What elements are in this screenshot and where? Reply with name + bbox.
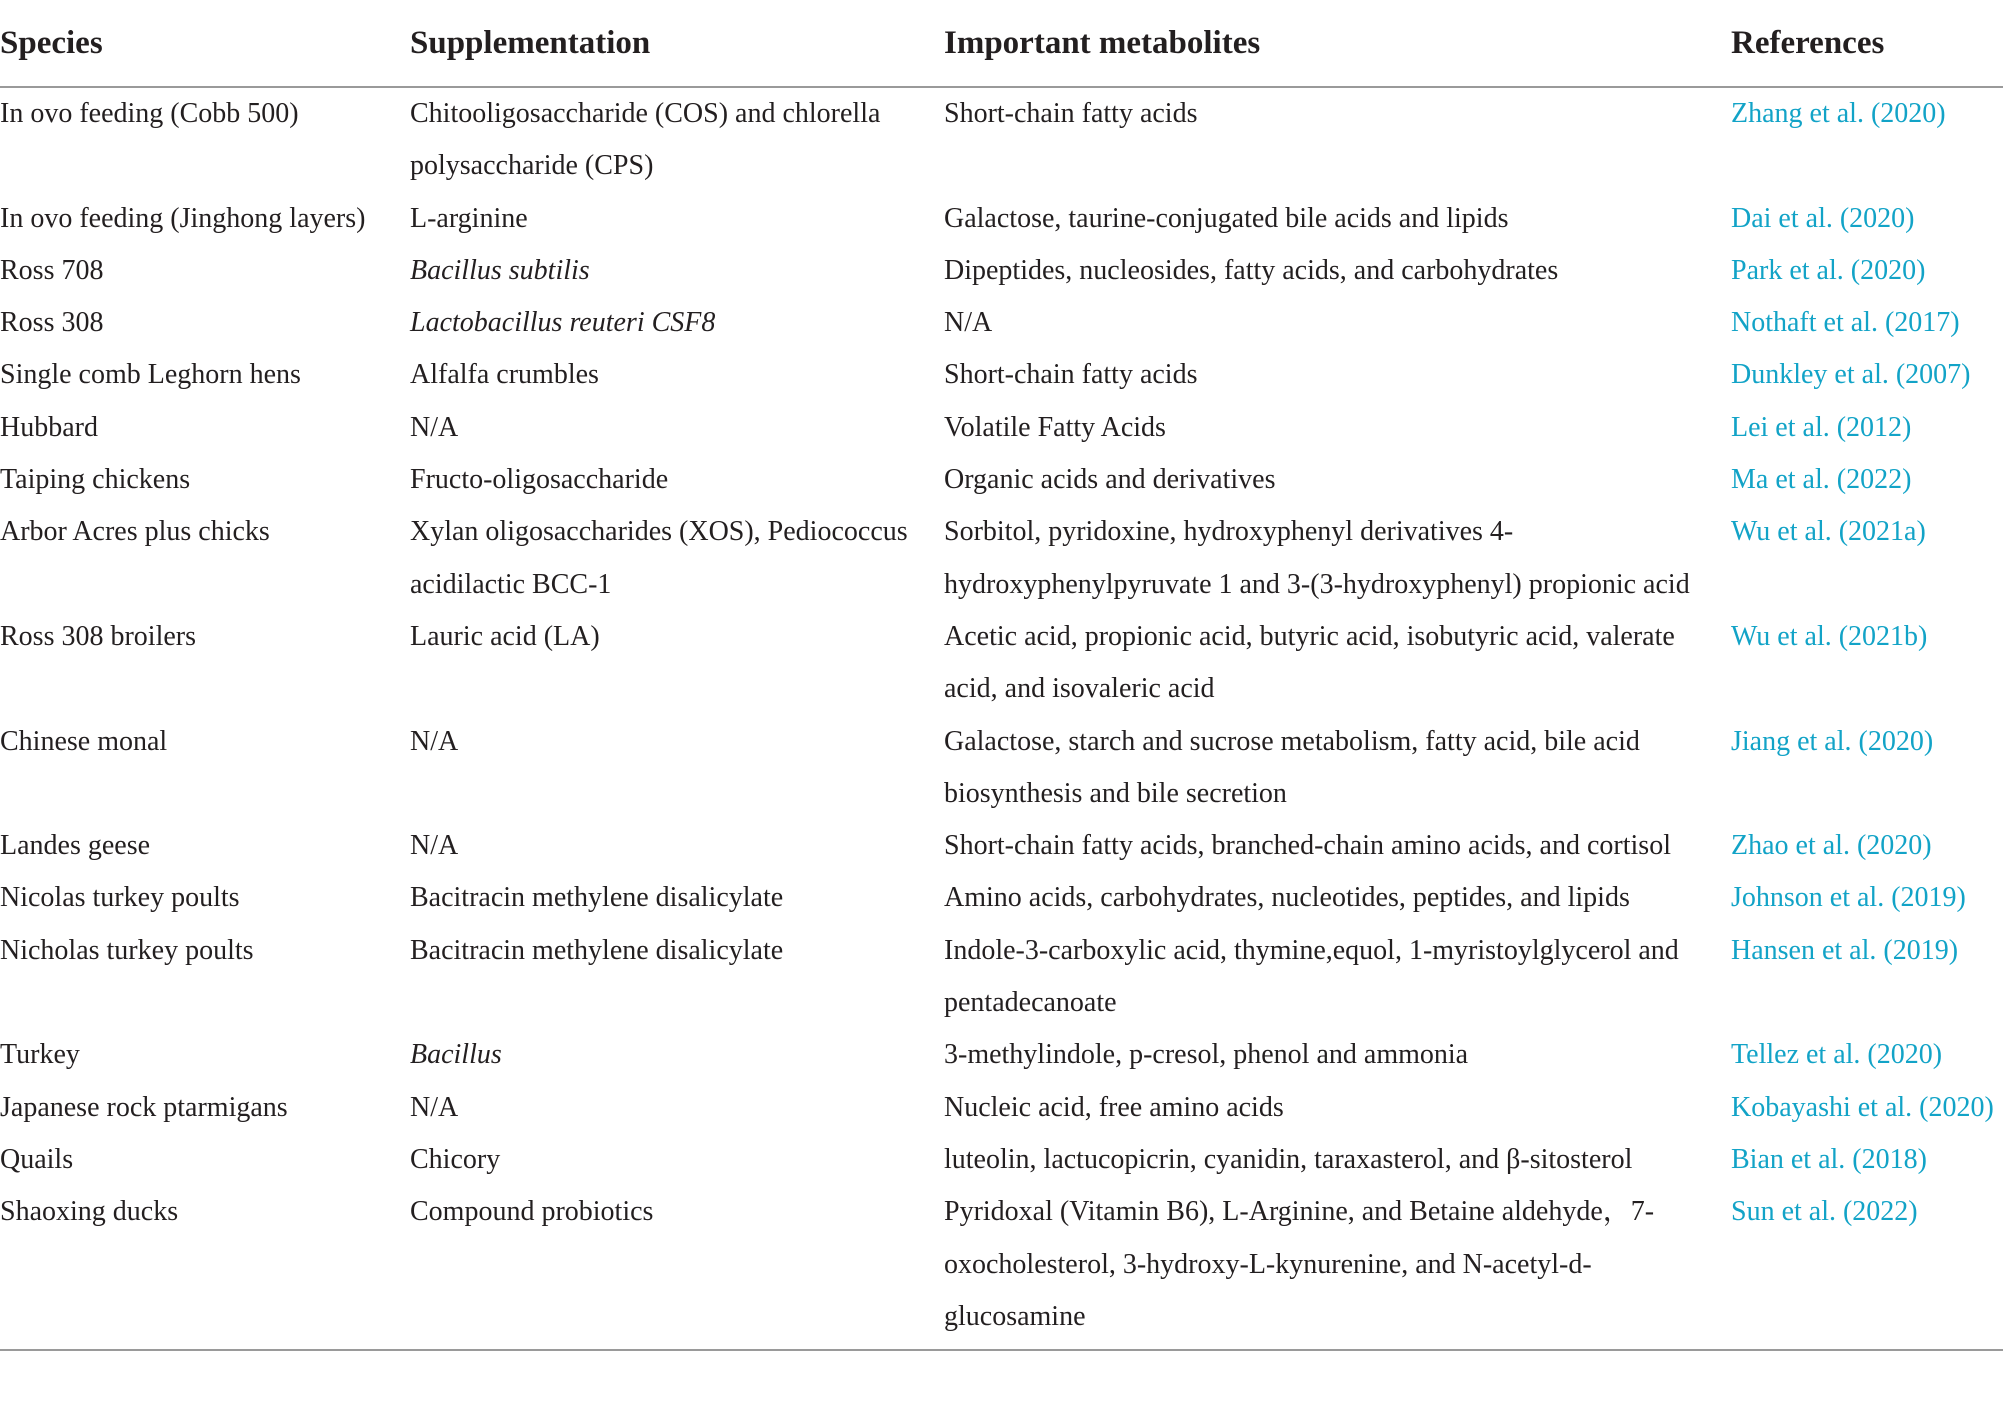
reference-link[interactable]: Tellez et al. (2020) [1731, 1039, 1943, 1071]
table-row [0, 716, 2003, 821]
table-header-row [0, 0, 2003, 87]
species-cell: Ross 308 broilers [0, 620, 196, 652]
supplementation-cell: N/A [410, 411, 459, 443]
species-cell: In ovo feeding (Cobb 500) [0, 98, 299, 129]
metabolites-cell: Volatile Fatty Acids [944, 411, 1166, 443]
reference-link[interactable]: Bian et al. (2018) [1731, 1143, 1927, 1175]
species-cell: Japanese rock ptarmigans [0, 1091, 288, 1123]
table-row [0, 349, 2003, 401]
metabolites-cell: Sorbitol, pyridoxine, hydroxyphenyl derivatives 4-hydroxyphenylpyruvate 1 and 3-(3-hydroxyphenyl) propionic acid [944, 516, 1690, 600]
supplementation-cell: N/A [410, 1091, 459, 1123]
table-row [0, 925, 2003, 1030]
table-row [0, 1134, 2003, 1186]
reference-link[interactable]: Wu et al. (2021b) [1731, 620, 1928, 652]
species-cell: Nicholas turkey poults [0, 934, 254, 966]
supplementation-cell: N/A [410, 725, 459, 757]
metabolites-cell: luteolin, lactucopicrin, cyanidin, taraxasterol, and β-sitosterol [944, 1143, 1633, 1175]
metabolites-cell: Galactose, starch and sucrose metabolism, fatty acid, bile acid biosynthesis and bile secretion [944, 725, 1640, 809]
reference-link[interactable]: Park et al. (2020) [1731, 254, 1926, 286]
supplementation-cell: Bacitracin methylene disalicylate [410, 882, 784, 914]
table-row [0, 193, 2003, 245]
metabolites-cell: N/A [944, 307, 993, 339]
metabolites-cell: Pyridoxal (Vitamin B6), L-Arginine, and Betaine aldehyde，7-oxocholesterol, 3-hydroxy-L-kynurenine, and N-acetyl-d-glucosamine [944, 1186, 1731, 1350]
supplementation-cell: L-arginine [410, 202, 528, 234]
species-cell: Single comb Leghorn hens [0, 359, 301, 391]
reference-link[interactable]: Jiang et al. (2020) [1731, 725, 1934, 757]
supplementation-cell: Bacillus subtilis [410, 254, 590, 286]
table-row [0, 454, 2003, 506]
header-species: Species [0, 0, 410, 87]
supplementation-cell: Lauric acid (LA) [410, 620, 600, 652]
species-cell: Shaoxing ducks [0, 1186, 410, 1350]
table-row [0, 402, 2003, 454]
metabolites-cell: Short-chain fatty acids [944, 98, 1198, 129]
table-row [0, 245, 2003, 297]
reference-link[interactable]: Lei et al. (2012) [1731, 411, 1912, 443]
supplementation-cell: Fructo-oligosaccharide [410, 464, 669, 496]
supplementation-cell: Chitooligosaccharide (COS) and chlorella polysaccharide (CPS) [410, 98, 881, 182]
supplementation-cell: Compound probiotics [410, 1186, 944, 1350]
table-row [0, 1082, 2003, 1134]
reference-link[interactable]: Nothaft et al. (2017) [1731, 307, 1960, 339]
species-cell: Turkey [0, 1039, 80, 1071]
table-row [0, 506, 2003, 611]
reference-link[interactable]: Ma et al. (2022) [1731, 464, 1912, 496]
supplementation-cell: Chicory [410, 1143, 501, 1175]
reference-link[interactable]: Kobayashi et al. (2020) [1731, 1091, 1994, 1123]
table-row [0, 611, 2003, 716]
reference-link[interactable]: Wu et al. (2021a) [1731, 516, 1926, 548]
metabolites-cell: Galactose, taurine-conjugated bile acids and lipids [944, 202, 1509, 234]
table-row [0, 297, 2003, 349]
species-cell: Quails [0, 1143, 74, 1175]
supplementation-cell: Alfalfa crumbles [410, 359, 599, 391]
supplementation-cell: Xylan oligosaccharides (XOS), Pediococcus acidilactic BCC-1 [410, 516, 908, 600]
species-cell: Hubbard [0, 411, 98, 443]
reference-link[interactable]: Hansen et al. (2019) [1731, 934, 1959, 966]
species-cell: Taiping chickens [0, 464, 191, 496]
reference-link[interactable]: Johnson et al. (2019) [1731, 882, 1966, 914]
species-cell: Chinese monal [0, 725, 168, 757]
reference-link[interactable]: Dai et al. (2020) [1731, 202, 1915, 234]
species-cell: Landes geese [0, 830, 151, 862]
species-cell: In ovo feeding (Jinghong layers) [0, 202, 366, 234]
supplementation-cell: Bacillus [410, 1039, 502, 1071]
reference-link[interactable]: Dunkley et al. (2007) [1731, 359, 1971, 391]
reference-link[interactable]: Zhao et al. (2020) [1731, 830, 1932, 862]
table-row [0, 87, 2003, 193]
supplementation-cell: Lactobacillus reuteri CSF8 [410, 307, 716, 339]
table-row [0, 820, 2003, 872]
metabolites-cell: Short-chain fatty acids, branched-chain amino acids, and cortisol [944, 830, 1671, 862]
table-row [0, 1186, 2003, 1350]
table-row [0, 872, 2003, 924]
header-metabolites: Important metabolites [944, 0, 1731, 87]
species-cell: Nicolas turkey poults [0, 882, 240, 914]
species-cell: Arbor Acres plus chicks [0, 516, 270, 548]
metabolites-cell: Amino acids, carbohydrates, nucleotides, peptides, and lipids [944, 882, 1630, 914]
metabolites-cell: Short-chain fatty acids [944, 359, 1198, 391]
header-supplementation: Supplementation [410, 0, 944, 87]
species-cell: Ross 308 [0, 307, 104, 339]
supplementation-cell: Bacitracin methylene disalicylate [410, 934, 784, 966]
reference-link[interactable]: Zhang et al. (2020) [1731, 98, 1946, 129]
header-references: References [1731, 0, 2003, 87]
table-row [0, 1029, 2003, 1081]
metabolites-cell: Nucleic acid, free amino acids [944, 1091, 1284, 1123]
metabolites-cell: Dipeptides, nucleosides, fatty acids, and carbohydrates [944, 254, 1559, 286]
metabolites-cell: Indole-3-carboxylic acid, thymine,equol, 1-myristoylglycerol and pentadecanoate [944, 934, 1679, 1019]
supplementation-cell: N/A [410, 830, 459, 862]
metabolites-cell: Acetic acid, propionic acid, butyric acid, isobutyric acid, valerate acid, and isovaleric acid [944, 620, 1675, 705]
reference-link[interactable]: Sun et al. (2022) [1731, 1186, 2003, 1350]
species-cell: Ross 708 [0, 254, 104, 286]
metabolites-cell: 3-methylindole, p-cresol, phenol and ammonia [944, 1039, 1469, 1071]
metabolites-cell: Organic acids and derivatives [944, 464, 1276, 496]
